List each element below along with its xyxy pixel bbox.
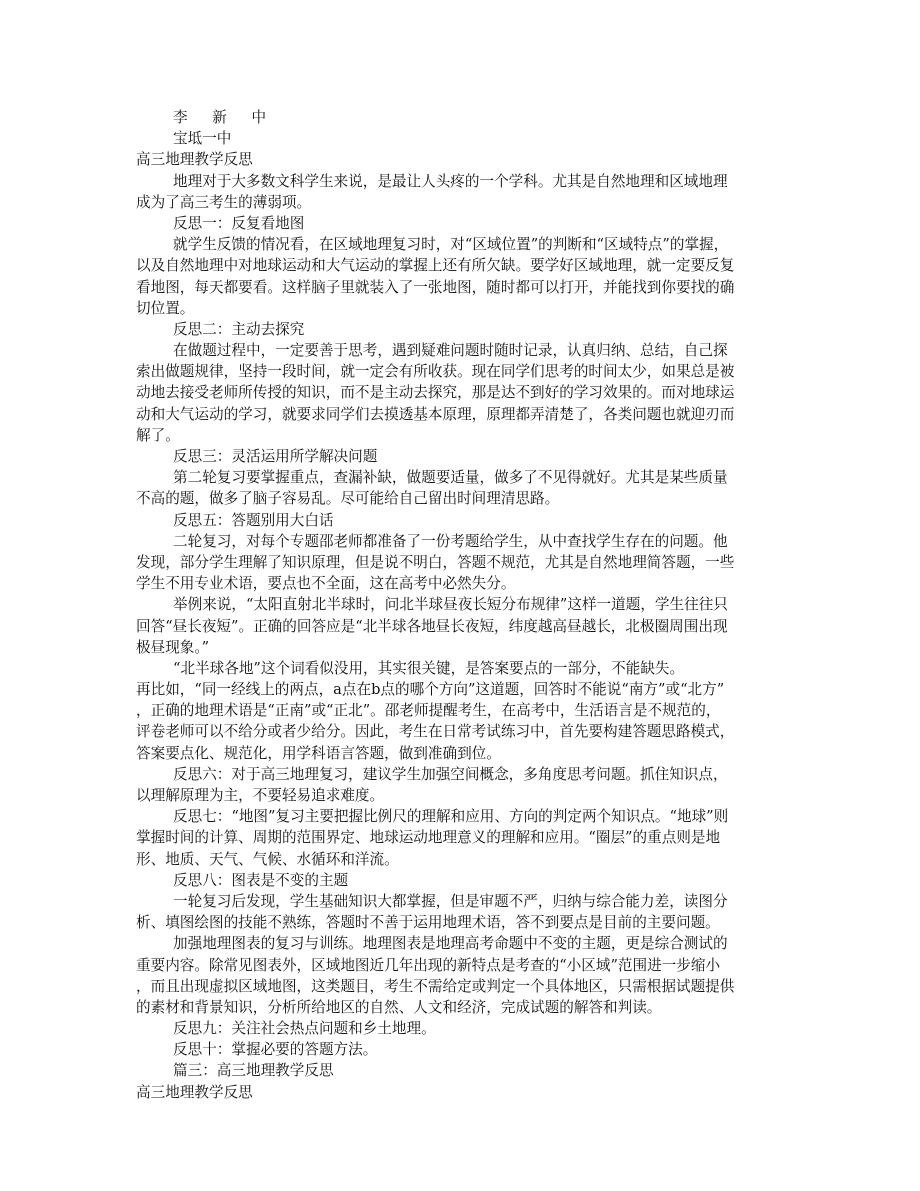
text-line: 回答“昼长夜短”。正确的回答应是“北半球各地昼长夜短，纬度越高昼越长，北极圈周围出现 [136,617,728,635]
text-line: 反思六：对于高三地理复习，建议学生加强空间概念，多角度思考问题。抓住知识点， [173,765,728,783]
text-line: ，正确的地理术语是“正南”或“正北”。邵老师提醒考生，在高考中，生活语言是不规范的， [136,702,721,720]
text-line: 以及自然地理中对地球运动和大气运动的掌握上还有所欠缺。要学好区域地理，就一定要反复 [136,257,735,275]
text-line: 掌握时间的计算、周期的范围界定、地球运动地理意义的理解和应用。“圈层”的重点则是地 [136,829,721,847]
text-line: 二轮复习，对每个专题邵老师都准备了一份考题给学生，从中查找学生存在的问题。他 [173,532,728,550]
text-line: 动地去接受老师所传授的知识，而不是主动去探究，那是达不到好的学习效果的。而对地球运 [136,384,735,402]
document-title: 高三地理教学反思 [136,151,253,169]
text-line: 索出做题规律，坚持一段时间，就一定会有所收获。现在同学们思考的时间太少，如果总是被 [136,363,735,381]
text-line: 反思一：反复看地图 [173,214,305,232]
text-line: 就学生反馈的情况看，在区域地理复习时，对“区域位置”的判断和“区域特点”的掌握， [173,236,729,254]
text-line: 反思十：掌握必要的答题方法。 [173,1041,378,1059]
text-line: 看地图，每天都要看。这样脑子里就装入了一张地图，随时都可以打开，并能找到你要找的确 [136,278,735,296]
text-line: 重要内容。除常见图表外，区域地图近几年出现的新特点是考查的“小区域”范围进一步缩小 [136,956,721,974]
text-line: ，而且出现虚拟区域地图，这类题目，考生不需给定或判定一个具体地区，只需根据试题提供 [136,977,735,995]
text-line: 反思八：图表是不变的主题 [173,871,349,889]
text-line: 成为了高三考生的薄弱项。 [136,193,312,211]
text-line: 反思七：“地图”复习主要把握比例尺的理解和应用、方向的判定两个知识点。“地球”则 [173,808,729,826]
text-line: 地理对于大多数文科学生来说，是最让人头疼的一个学科。尤其是自然地理和区域地理 [173,172,728,190]
text-line: 在做题过程中，一定要善于思考，遇到疑难问题时随时记录，认真归纳、总结，自己探 [173,342,728,360]
text-line: 篇三：高三地理教学反思 [173,1062,334,1080]
text-line: 答案要点化、规范化，用学科语言答题，做到准确到位。 [136,744,501,762]
text-line: 极昼现象。” [136,638,210,656]
text-line: 析、填图绘图的技能不熟练，答题时不善于运用地理术语，答不到要点是目前的主要问题。 [136,914,720,932]
text-line: 的素材和背景知识，分析所给地区的自然、人文和经济，完成试题的解答和判读。 [136,998,662,1016]
text-line: 切位置。 [136,299,195,317]
text-line: 第二轮复习要掌握重点，查漏补缺，做题要适量，做多了不见得就好。尤其是某些质量 [173,469,728,487]
text-line: 解了。 [136,426,180,444]
document-body [136,107,786,1103]
text-line: 以理解原理为主，不要轻易追求难度。 [136,787,385,804]
school-name: 宝坻一中 [173,130,232,148]
text-line: 反思二：主动去探究 [173,320,305,338]
text-line: “北半球各地”这个词看似没用，其实很关键，是答案要点的一部分，不能缺失。 [173,659,685,677]
text-line: 举例来说，“太阳直射北半球时，问北半球昼夜长短分布规律”这样一道题，学生往往只 [173,596,728,614]
text-line: 动和大气运动的学习，就要求同学们去摸透基本原理，原理都弄清楚了，各类问题也就迎刃而 [136,405,735,423]
text-line: 发现，部分学生理解了知识原理，但是说不明白，答题不规范，尤其是自然地理简答题，一些 [136,553,735,571]
text-line: 反思三：灵活运用所学解决问题 [173,448,378,465]
text-line: 评卷老师可以不给分或者少给分。因此，考生在日常考试练习中，首先要构建答题思路模式， [136,723,735,741]
text-line: 一轮复习后发现，学生基础知识大都掌握，但是审题不严，归纳与综合能力差，读图分 [173,892,728,910]
text-line: 不高的题，做多了脑子容易乱。尽可能给自己留出时间理清思路。 [136,490,560,508]
text-line: 反思九：关注社会热点问题和乡土地理。 [173,1020,436,1038]
text-line: 学生不用专业术语，要点也不全面，这在高考中必然失分。 [136,575,516,593]
text-line: 高三地理教学反思 [136,1083,253,1101]
text-line: 反思五：答题别用大白话 [173,511,334,529]
text-line: 加强地理图表的复习与训练。地理图表是地理高考命题中不变的主题，更是综合测试的 [173,935,728,953]
author-name: 李 新 中 [173,109,277,126]
text-line: 再比如，“同一经线上的两点，a点在b点的哪个方向”这道题，回答时不能说“南方”或“北方” [136,681,725,699]
text-line: 形、地质、天气、气候、水循环和洋流。 [136,850,399,868]
paragraph-lines [136,171,786,1103]
